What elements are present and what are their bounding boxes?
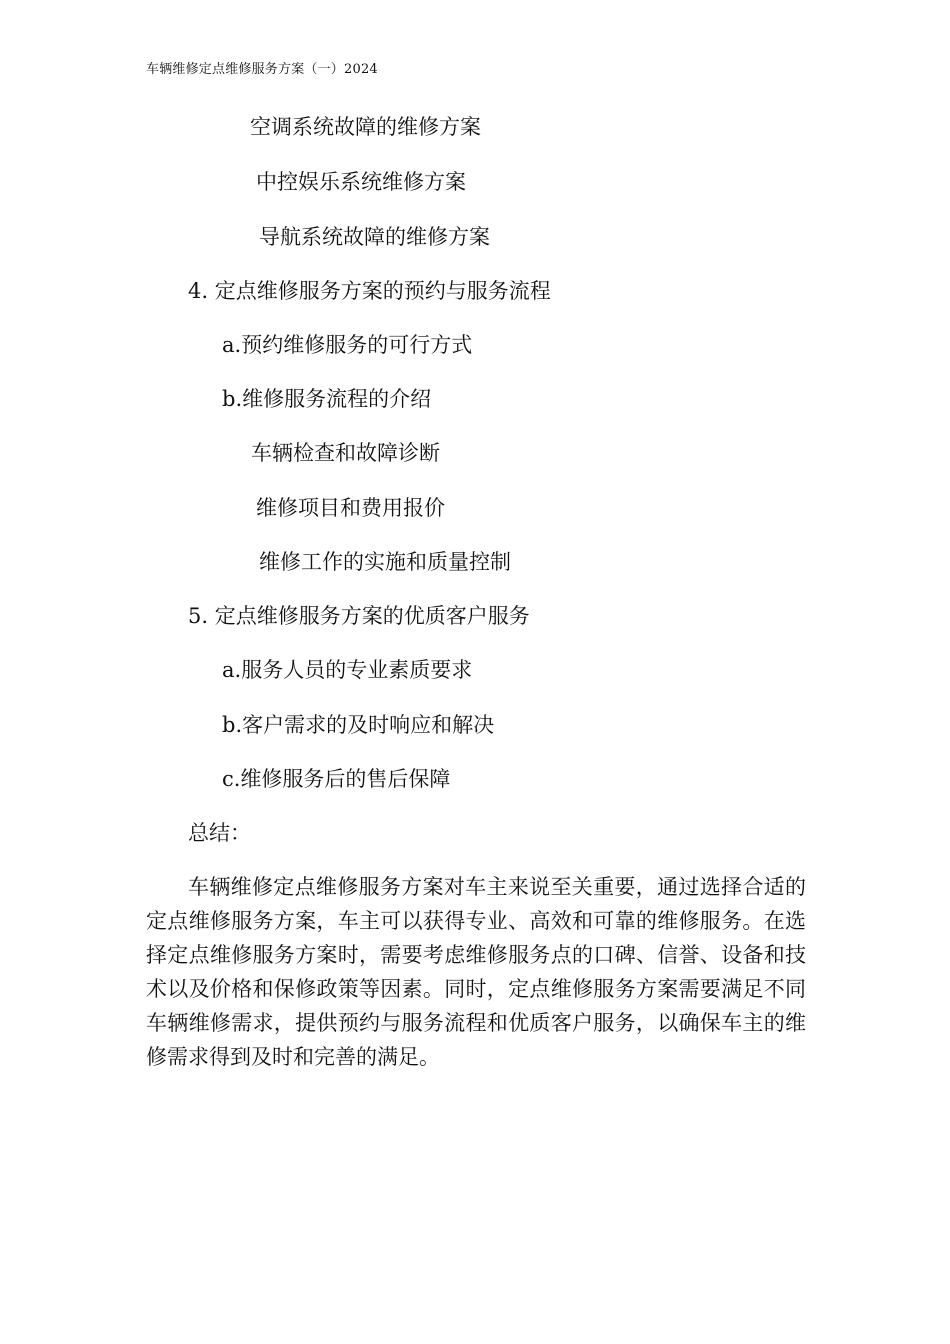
list-item-5c: c.维修服务后的售后保障 <box>222 767 451 791</box>
list-item-quotation: 维修项目和费用报价 <box>256 496 445 520</box>
list-item-5a: a.服务人员的专业素质要求 <box>222 658 473 682</box>
list-item-ac-repair: 空调系统故障的维修方案 <box>250 115 481 139</box>
list-item-5b: b.客户需求的及时响应和解决 <box>222 713 495 737</box>
list-item-navigation-repair: 导航系统故障的维修方案 <box>259 225 490 249</box>
list-item-4a: a.预约维修服务的可行方式 <box>222 333 473 357</box>
section-heading-5: 5. 定点维修服务方案的优质客户服务 <box>188 604 530 628</box>
list-item-inspection: 车辆检查和故障诊断 <box>251 441 440 465</box>
summary-heading: 总结： <box>188 821 251 845</box>
list-item-4b: b.维修服务流程的介绍 <box>222 387 432 411</box>
section-heading-4: 4. 定点维修服务方案的预约与服务流程 <box>188 279 551 303</box>
list-item-infotainment-repair: 中控娱乐系统维修方案 <box>256 170 466 194</box>
list-item-quality-control: 维修工作的实施和质量控制 <box>259 550 511 574</box>
page-header: 车辆维修定点维修服务方案（一）2024 <box>146 62 378 77</box>
summary-paragraph: 车辆维修定点维修服务方案对车主来说至关重要，通过选择合适的定点维修服务方案，车主可以获得专业、高效和可靠的维修服务。在选择定点维修服务方案时，需要考虑维修服务点的口碑、信誉、设备和技术以及价格和保修政策等因素。同时，定点维修服务方案需要满足不同车辆维修需求，提供预约与服务流程和优质客户服务，以确保车主的维修需求得到及时和完善的满足。 <box>146 875 806 1069</box>
